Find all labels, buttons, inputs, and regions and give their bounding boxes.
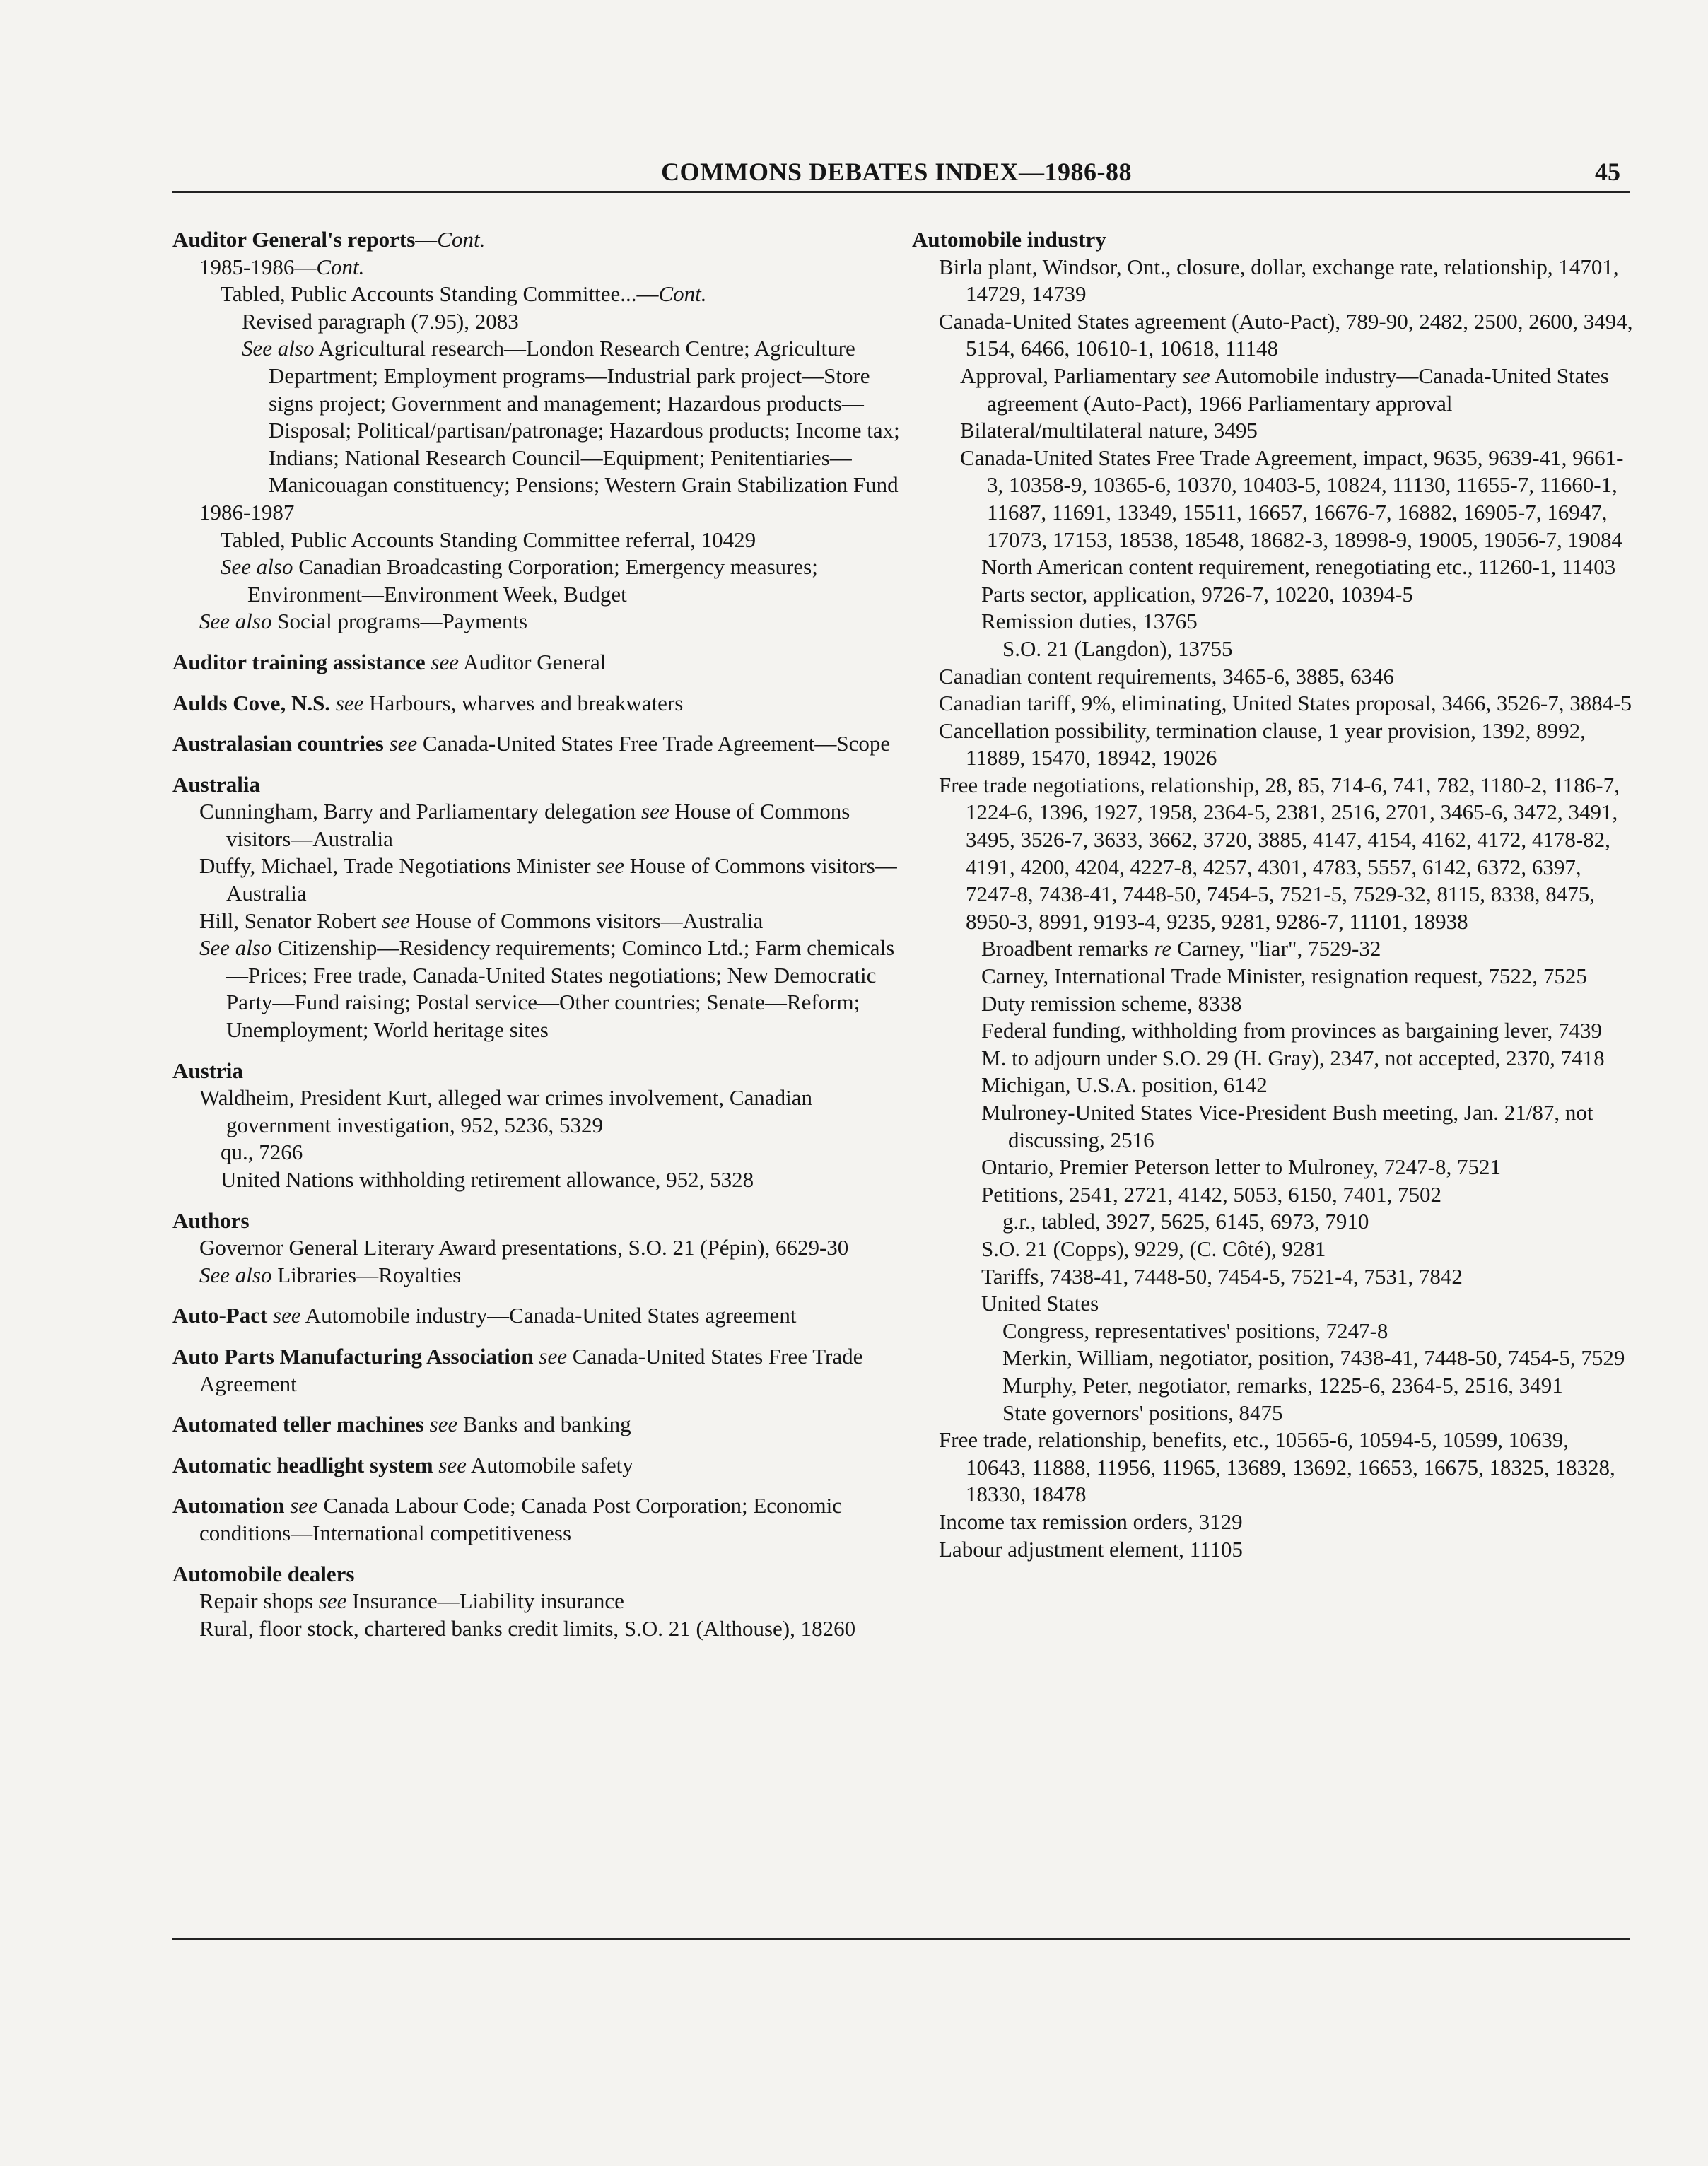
- entry-text: Governor General Literary Award presentations, S.O. 21 (Pépin), 6629-30: [199, 1235, 849, 1260]
- see-reference: See also: [199, 1262, 272, 1287]
- entry-heading: Aulds Cove, N.S.: [172, 690, 331, 715]
- index-heading-entry: [172, 1411, 908, 1439]
- see-reference: See also: [221, 554, 293, 580]
- see-reference: see: [284, 1493, 318, 1518]
- index-subentry: [912, 1318, 1633, 1345]
- index-heading-entry: [172, 226, 908, 254]
- entry-heading: Australia: [172, 771, 260, 797]
- index-subentry: [912, 990, 1633, 1018]
- entry-text: Canada-United States Free Trade Agreement: [199, 1343, 863, 1396]
- entry-text: Canada-United States Free Trade Agreement, impact, 9635, 9639-41, 9661-3, 10358-9, 10365-6, 10370, 10403-5, 10824, 11130, 11655-7, 11660-1, 11687, 11691, 13349, 15511, 16657, 16676-7, 16882, 16905-7, 16947, 17073, 17153, 18538, 18548, 18682-3, 18998-9, 19005, 19056-7, 19084: [960, 445, 1624, 552]
- entry-text: Banks and banking: [457, 1412, 631, 1437]
- entry-text: Automobile industry—Canada-United States agreement: [300, 1303, 797, 1328]
- entry-reference-text: House of Commons visitors—Australia: [226, 853, 897, 906]
- entry-text: S.O. 21 (Copps), 9229, (C. Côté), 9281: [981, 1236, 1326, 1261]
- index-subentry: [912, 445, 1633, 554]
- page-number: 45: [1595, 158, 1620, 186]
- entry-text: Tabled, Public Accounts Standing Committee...—: [221, 281, 659, 307]
- entry-text: Congress, representatives' positions, 7247-8: [1002, 1318, 1388, 1343]
- entry-text: Remission duties, 13765: [981, 609, 1198, 634]
- entry-text: Birla plant, Windsor, Ont., closure, dollar, exchange rate, relationship, 14701, 14729, 14739: [939, 254, 1619, 307]
- entry-text: Free trade, relationship, benefits, etc., 10565-6, 10594-5, 10599, 10639, 10643, 11888, 11956, 11965, 13689, 13692, 16653, 16675, 18325, 18328, 18330, 18478: [939, 1427, 1615, 1507]
- right-index-column: [912, 226, 1633, 1563]
- entry-text: Auditor General: [459, 649, 607, 674]
- index-heading-entry: [172, 649, 908, 677]
- index-subentry: [912, 1154, 1633, 1181]
- entry-text: Mulroney-United States Vice-President Bush meeting, Jan. 21/87, not discussing, 2516: [981, 1100, 1593, 1152]
- running-title: COMMONS DEBATES INDEX—1986-88: [661, 158, 1132, 186]
- index-subentry: [172, 1166, 908, 1194]
- entry-text: Duty remission scheme, 8338: [981, 990, 1242, 1016]
- index-subentry: [172, 798, 908, 853]
- index-subentry: [172, 1588, 908, 1615]
- entry-text: Canada-United States agreement (Auto-Pact), 789-90, 2482, 2500, 2600, 3494, 5154, 6466, 10610-1, 10618, 11148: [939, 308, 1633, 361]
- entry-heading: Automobile dealers: [172, 1561, 355, 1586]
- see-reference: See also: [199, 609, 272, 634]
- index-heading-entry: [912, 226, 1633, 254]
- index-subentry: [172, 499, 908, 527]
- see-reference: see: [267, 1303, 301, 1328]
- entry-text: United States: [981, 1291, 1099, 1316]
- index-subentry: [172, 908, 908, 935]
- entry-italic: Cont.: [316, 254, 365, 279]
- entry-text: Federal funding, withholding from provinces as bargaining lever, 7439: [981, 1018, 1603, 1043]
- see-reference: See also: [242, 336, 315, 361]
- index-subentry: [912, 1263, 1633, 1291]
- entry-text: Labour adjustment element, 11105: [939, 1536, 1243, 1562]
- index-subentry: [912, 1208, 1633, 1236]
- header-rule: [172, 191, 1630, 193]
- page-header: [172, 157, 1620, 191]
- index-subentry: [172, 1139, 908, 1166]
- entry-heading: Auditor General's reports: [172, 227, 416, 252]
- see-reference: See also: [199, 935, 272, 961]
- index-heading-entry: [172, 771, 908, 799]
- index-subentry: [912, 1372, 1633, 1400]
- index-subentry: [912, 772, 1633, 936]
- index-subentry: [912, 663, 1633, 691]
- entry-italic: see: [318, 1588, 347, 1614]
- index-subentry: [912, 1290, 1633, 1318]
- index-heading-entry: [172, 690, 908, 718]
- index-subentry: [912, 1536, 1633, 1564]
- entry-heading: Automated teller machines: [172, 1412, 424, 1437]
- entry-text: Murphy, Peter, negotiator, remarks, 1225-6, 2364-5, 2516, 3491: [1002, 1372, 1563, 1398]
- entry-text: Duffy, Michael, Trade Negotiations Minister: [199, 853, 597, 879]
- entry-reference-text: Carney, "liar", 7529-32: [1171, 936, 1381, 961]
- entry-text: Parts sector, application, 9726-7, 10220, 10394-5: [981, 581, 1413, 607]
- index-subentry: [912, 1400, 1633, 1427]
- entry-text: Harbours, wharves and breakwaters: [363, 690, 684, 715]
- index-subentry: [172, 853, 908, 907]
- index-subentry: [912, 1017, 1633, 1045]
- index-subentry: [912, 1099, 1633, 1154]
- entry-text: Repair shops: [199, 1588, 319, 1614]
- entry-text: Tariffs, 7438-41, 7448-50, 7454-5, 7521-4, 7531, 7842: [981, 1263, 1463, 1289]
- entry-text: United Nations withholding retirement allowance, 952, 5328: [221, 1167, 754, 1192]
- entry-text: Bilateral/multilateral nature, 3495: [960, 418, 1258, 443]
- entry-text: Hill, Senator Robert: [199, 908, 382, 933]
- entry-italic: see: [596, 853, 624, 879]
- index-subentry: [172, 1234, 908, 1262]
- index-subentry: [912, 1236, 1633, 1263]
- index-subentry: [912, 554, 1633, 581]
- entry-text: Free trade negotiations, relationship, 28, 85, 714-6, 741, 782, 1180-2, 1186-7, 1224-6, 1396, 1927, 1958, 2364-5, 2381, 2516, 2701, 3465-6, 3472, 3491, 3495, 3526-7, 3633, 3662, 3720, 3885, 4147, 4154, 4162, 4172, 4178-82, 4191, 4200, 4204, 4227-8, 4257, 4301, 4783, 5557, 6142, 6372, 6397, 7247-8, 7438-41, 7448-50, 7454-5, 7521-5, 7529-32, 8115, 8338, 8475, 8950-3, 8991, 9193-4, 9235, 9281, 9286-7, 11101, 18938: [939, 772, 1620, 934]
- entry-heading: Automation: [172, 1493, 285, 1518]
- entry-reference-text: Insurance—Liability insurance: [346, 1588, 624, 1614]
- entry-text: Tabled, Public Accounts Standing Committee referral, 10429: [221, 527, 756, 552]
- entry-italic: see: [382, 908, 410, 933]
- see-reference: see: [423, 1412, 458, 1437]
- index-subentry: [912, 1072, 1633, 1099]
- see-reference: see: [533, 1343, 567, 1369]
- index-subentry: [912, 308, 1633, 363]
- entry-text: Citizenship—Residency requirements; Cominco Ltd.; Farm chemicals—Prices; Free trade, Canada-United States negotiations; New Democratic Party—Fund raising; Postal service—Other countries; Senate—Reform; Unemployment; World heritage sites: [226, 935, 895, 1043]
- index-subentry: [912, 690, 1633, 718]
- index-heading-entry: [172, 1343, 908, 1398]
- index-heading-entry: [172, 1302, 908, 1330]
- entry-text: Broadbent remarks: [981, 936, 1154, 961]
- index-subentry: [912, 1181, 1633, 1209]
- entry-heading: Australasian countries: [172, 731, 384, 756]
- index-subentry: [912, 1345, 1633, 1372]
- entry-text: 1986-1987: [199, 499, 295, 525]
- entry-text: Social programs—Payments: [271, 609, 528, 634]
- index-subentry: [172, 308, 908, 336]
- index-heading-entry: [172, 1207, 908, 1235]
- index-subentry: [172, 1084, 908, 1139]
- entry-text: Canada Labour Code; Canada Post Corporation; Economic conditions—International competitiveness: [199, 1493, 843, 1545]
- index-subentry: [172, 935, 908, 1043]
- entry-heading: Auto-Pact: [172, 1303, 268, 1328]
- entry-italic: see: [641, 799, 669, 824]
- entry-text: Canadian content requirements, 3465-6, 3885, 6346: [939, 663, 1394, 689]
- see-reference: see: [433, 1452, 467, 1477]
- index-heading-entry: [172, 1492, 908, 1547]
- index-subentry: [172, 1615, 908, 1643]
- entry-text: Revised paragraph (7.95), 2083: [242, 308, 519, 334]
- entry-text: Canadian tariff, 9%, eliminating, United States proposal, 3466, 3526-7, 3884-5: [939, 691, 1632, 716]
- index-heading-entry: [172, 1561, 908, 1588]
- index-subentry: [912, 963, 1633, 990]
- entry-text: Libraries—Royalties: [271, 1262, 462, 1287]
- entry-italic: Cont.: [658, 281, 707, 307]
- entry-reference-text: House of Commons visitors—Australia: [409, 908, 764, 933]
- index-subentry: [172, 527, 908, 554]
- entry-text: Canada-United States Free Trade Agreement—Scope: [417, 731, 891, 756]
- index-heading-entry: [172, 1452, 908, 1480]
- index-subentry: [912, 254, 1633, 308]
- index-subentry: [912, 1509, 1633, 1536]
- see-reference: see: [330, 690, 364, 715]
- see-reference: see: [425, 649, 460, 674]
- entry-text: M. to adjourn under S.O. 29 (H. Gray), 2347, not accepted, 2370, 7418: [981, 1045, 1605, 1070]
- index-heading-entry: [172, 1058, 908, 1085]
- entry-text: North American content requirement, renegotiating etc., 11260-1, 11403: [981, 554, 1616, 580]
- entry-text: Michigan, U.S.A. position, 6142: [981, 1072, 1268, 1098]
- entry-text: Waldheim, President Kurt, alleged war crimes involvement, Canadian government investigation, 952, 5236, 5329: [199, 1085, 812, 1137]
- index-subentry: [912, 608, 1633, 636]
- index-subentry: [912, 1427, 1633, 1509]
- index-subentry: [912, 935, 1633, 963]
- entry-text: 1985-1986—: [199, 254, 317, 279]
- entry-heading: Auditor training assistance: [172, 649, 426, 674]
- entry-italic: see: [1182, 363, 1210, 388]
- index-subentry: [172, 254, 908, 281]
- entry-text: Approval, Parliamentary: [960, 363, 1183, 388]
- entry-italic: Cont.: [437, 227, 486, 252]
- entry-text: Ontario, Premier Peterson letter to Mulroney, 7247-8, 7521: [981, 1154, 1501, 1180]
- entry-text: Merkin, William, negotiator, position, 7438-41, 7448-50, 7454-5, 7529: [1002, 1345, 1625, 1371]
- index-subentry: [912, 417, 1633, 445]
- entry-heading: Automatic headlight system: [172, 1452, 433, 1477]
- entry-text: —: [415, 227, 438, 252]
- index-subentry: [912, 1045, 1633, 1072]
- entry-reference-text: House of Commons visitors—Australia: [226, 799, 850, 851]
- index-subentry: [172, 608, 908, 636]
- entry-text: Cancellation possibility, termination clause, 1 year provision, 1392, 8992, 11889, 15470, 18942, 19026: [939, 718, 1586, 771]
- entry-text: Petitions, 2541, 2721, 4142, 5053, 6150, 7401, 7502: [981, 1181, 1442, 1207]
- entry-text: Canadian Broadcasting Corporation; Emergency measures; Environment—Environment Week, Budget: [247, 554, 818, 607]
- index-subentry: [172, 281, 908, 308]
- entry-text: qu., 7266: [221, 1140, 303, 1165]
- entry-text: Income tax remission orders, 3129: [939, 1509, 1243, 1534]
- entry-text: Rural, floor stock, chartered banks credit limits, S.O. 21 (Althouse), 18260: [199, 1615, 856, 1641]
- entry-heading: Automobile industry: [912, 227, 1106, 252]
- index-subentry: [912, 636, 1633, 663]
- entry-heading: Authors: [172, 1207, 250, 1233]
- entry-text: S.O. 21 (Langdon), 13755: [1002, 636, 1233, 661]
- footer-rule: [172, 1938, 1630, 1940]
- entry-reference-text: Automobile industry—Canada-United States agreement (Auto-Pact), 1966 Parliamentary approval: [987, 363, 1609, 416]
- index-heading-entry: [172, 730, 908, 758]
- entry-text: g.r., tabled, 3927, 5625, 6145, 6973, 7910: [1002, 1209, 1369, 1234]
- entry-text: State governors' positions, 8475: [1002, 1400, 1283, 1425]
- index-subentry: [912, 581, 1633, 609]
- index-subentry: [912, 363, 1633, 417]
- index-subentry: [912, 718, 1633, 772]
- entry-text: Carney, International Trade Minister, resignation request, 7522, 7525: [981, 964, 1587, 989]
- left-index-column: [172, 226, 908, 1642]
- entry-italic: re: [1154, 936, 1172, 961]
- see-reference: see: [383, 731, 418, 756]
- index-subentry: [172, 554, 908, 608]
- index-subentry: [172, 1262, 908, 1289]
- entry-text: Cunningham, Barry and Parliamentary delegation: [199, 799, 641, 824]
- entry-heading: Austria: [172, 1058, 243, 1083]
- entry-text: Automobile safety: [466, 1452, 633, 1477]
- index-subentry: [172, 335, 908, 499]
- entry-text: Agricultural research—London Research Centre; Agriculture Department; Employment programs—Industrial park project—Store signs project; Government and management; Hazardous products—Disposal; Political/partisan/patronage; Hazardous products; Income tax; Indians; National Research Council—Equipment; Penitentiaries—Manicouagan constituency; Pensions; Western Grain Stabilization Fund: [269, 336, 900, 498]
- entry-heading: Auto Parts Manufacturing Association: [172, 1343, 534, 1369]
